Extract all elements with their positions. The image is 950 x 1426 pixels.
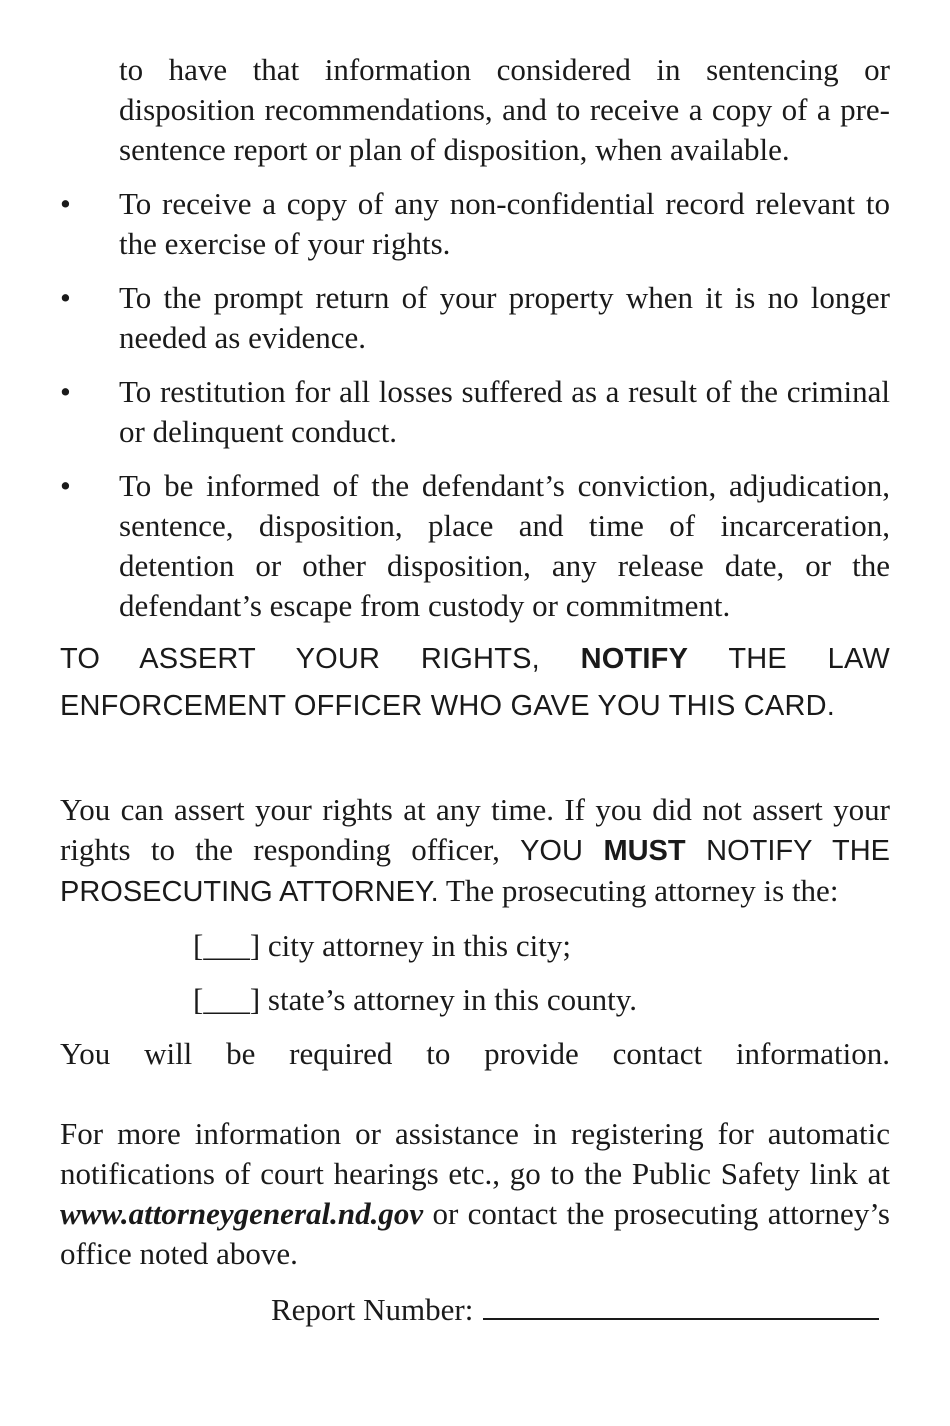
- more-info-text-2: or contact the prosecuting attorney’s office noted above.: [60, 1196, 890, 1271]
- rights-paragraph: [60, 790, 890, 912]
- bullet-icon: •: [60, 468, 71, 503]
- bullet-icon: •: [60, 280, 71, 315]
- rights-sans-2: NOTIFY THE PROSECUTING ATTORNEY.: [60, 835, 890, 908]
- rights-card-page: [60, 50, 890, 1330]
- more-info-text-1: For more information or assistance in registering for automatic notifications of court hearings etc., go to the Public Safety link at: [60, 1116, 890, 1191]
- bullet-text: To restitution for all losses suffered as a result of the criminal or delinquent conduct.: [119, 374, 890, 449]
- report-number-row: [271, 1288, 890, 1330]
- contact-required-text: You will be required to provide contact information.: [60, 1036, 890, 1071]
- city-attorney-option[interactable]: [___] city attorney in this city;: [193, 928, 571, 963]
- assert-notice-before: TO ASSERT YOUR RIGHTS,: [60, 643, 581, 675]
- assert-notice-line2: ENFORCEMENT OFFICER WHO GAVE YOU THIS CARD.: [60, 690, 836, 722]
- assert-rights-notice: [60, 636, 890, 730]
- report-number-field[interactable]: [483, 1288, 879, 1320]
- rights-text-2: The prosecuting attorney is the:: [438, 873, 839, 908]
- continuation-paragraph: to have that information considered in sentencing or disposition recommendations, and to receive a copy of a pre-sentence report or plan of disposition, when available.: [119, 52, 890, 167]
- bullet-text: To the prompt return of your property when it is no longer needed as evidence.: [119, 280, 890, 355]
- bullet-text: To receive a copy of any non-confidential record relevant to the exercise of your rights.: [119, 186, 890, 261]
- assert-notice-after: THE LAW: [688, 643, 890, 675]
- bullet-icon: •: [60, 186, 71, 221]
- bullet-item: [60, 372, 890, 452]
- assert-notice-line1: [60, 636, 890, 683]
- rights-text-1: You can assert your rights at any time. If you did not assert your rights to the responding officer,: [60, 792, 890, 867]
- report-number-label: Report Number:: [271, 1292, 474, 1327]
- bullet-item: [60, 466, 890, 626]
- more-info-paragraph: [60, 1114, 890, 1274]
- bullet-item: [60, 184, 890, 264]
- attorney-general-link[interactable]: www.attorneygeneral.nd.gov: [60, 1196, 424, 1231]
- must-emphasis: MUST: [603, 835, 686, 867]
- notify-emphasis: NOTIFY: [580, 643, 689, 675]
- bullet-item: [60, 278, 890, 358]
- states-attorney-option[interactable]: [___] state’s attorney in this county.: [193, 982, 637, 1017]
- bullet-icon: •: [60, 374, 71, 409]
- rights-sans-1: YOU: [520, 835, 604, 867]
- bullet-text: To be informed of the defendant’s conviction, adjudication, sentence, disposition, place and time of incarceration, detention or other disposition, any release date, or the defendant’s escape from custody or commitment.: [119, 468, 890, 623]
